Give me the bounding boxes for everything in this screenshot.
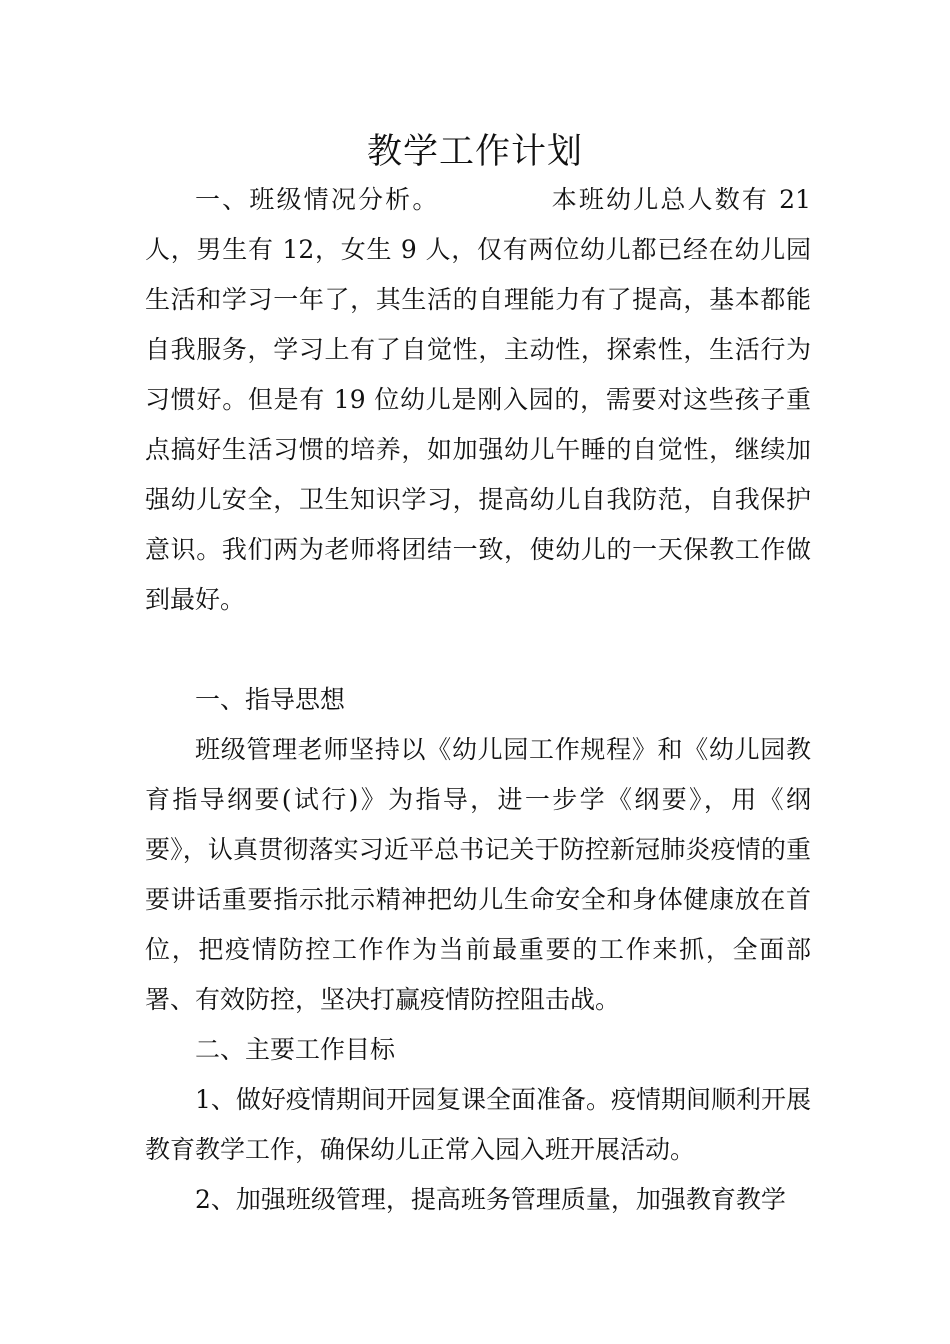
section-heading-class-analysis: 一、班级情况分析。 — [195, 185, 440, 214]
list-item-goal-1: 1、做好疫情期间开园复课全面准备。疫情期间顺利开展教育教学工作，确保幼儿正常入园入班开展活动。 — [145, 1085, 811, 1164]
section-heading-guiding-ideology: 一、指导思想 — [195, 685, 346, 714]
document-body — [145, 175, 811, 1225]
paragraph-guiding-ideology: 班级管理老师坚持以《幼儿园工作规程》和《幼儿园教育指导纲要(试行)》为指导，进一步学《纲要》，用《纲要》，认真贯彻落实习近平总书记关于防控新冠肺炎疫情的重要讲话重要指示批示精神把幼儿生命安全和身体健康放在首位，把疫情防控工作作为当前最重要的工作来抓，全面部署、有效防控，坚决打赢疫情防控阻击战。 — [145, 735, 811, 1014]
section-heading-main-goals: 二、主要工作目标 — [195, 1035, 396, 1064]
list-item-goal-2: 2、加强班级管理，提高班务管理质量，加强教育教学 — [195, 1185, 786, 1214]
document-title: 教学工作计划 — [366, 132, 583, 172]
class-analysis-text: 本班幼儿总人数有 21 人，男生有 12，女生 9 人，仅有两位幼儿都已经在幼儿园生活和学习一年了，其生活的自理能力有了提高，基本都能自我服务，学习上有了自觉性，主动性，探索性，生活行为习惯好。但是有 19 位幼儿是刚入园的，需要对这些孩子重点搞好生活习惯的培养，如加强幼儿午睡的自觉性，继续加强幼儿安全，卫生知识学习，提高幼儿自我防范，自我保护意识。我们两为老师将团结一致，使幼儿的一天保教工作做到最好。 — [145, 185, 811, 614]
paragraph-class-analysis — [145, 175, 811, 625]
